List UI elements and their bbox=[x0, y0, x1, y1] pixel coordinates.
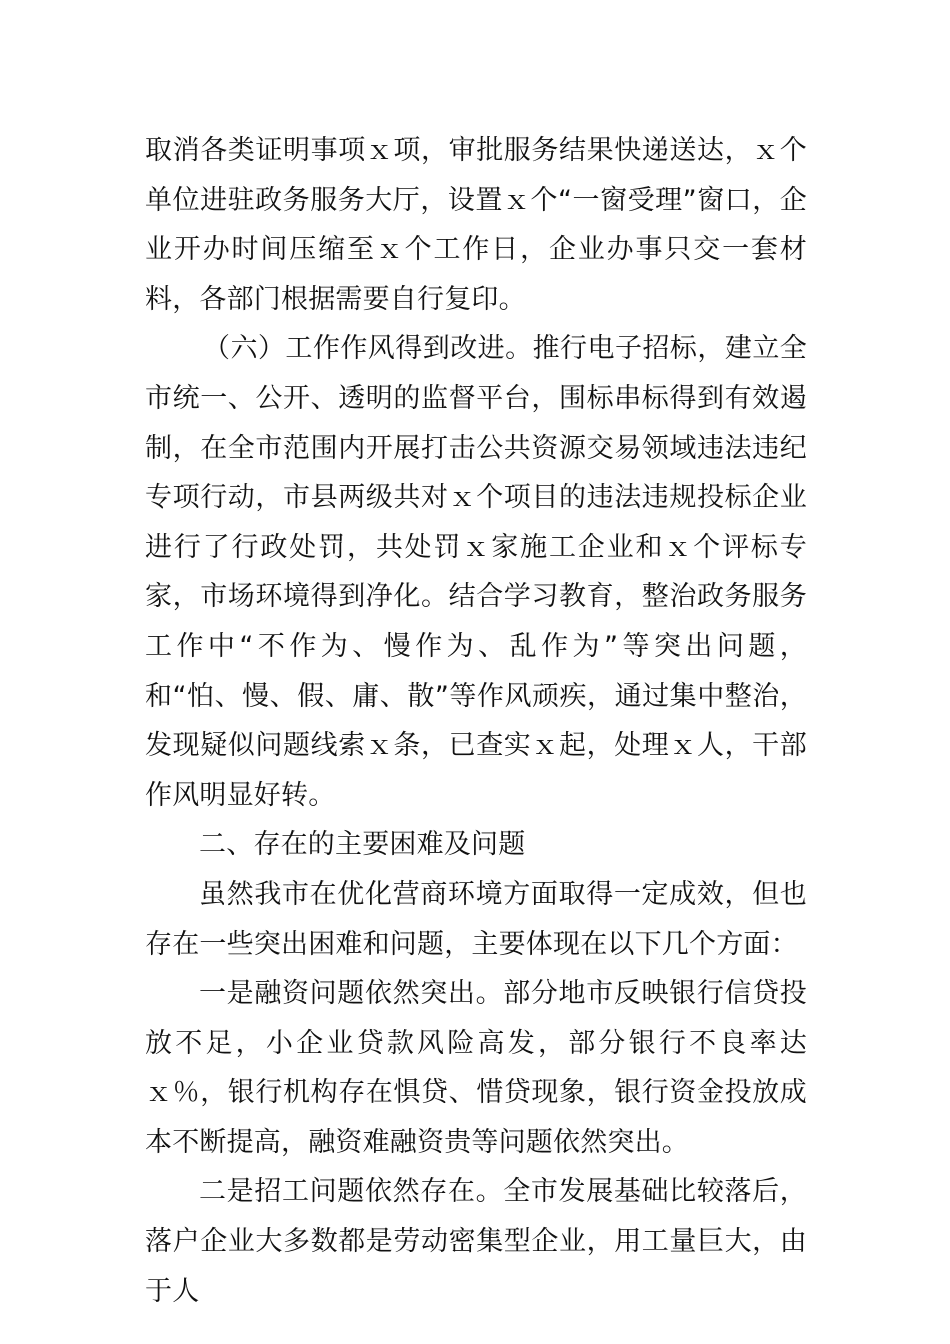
paragraph-intro: 虽然我市在优化营商环境方面取得一定成效，但也存在一些突出困难和问题，主要体现在以下几个方面： bbox=[145, 878, 807, 960]
paragraph-continuation: 取消各类证明事项ｘ项，审批服务结果快递送达，ｘ个单位进驻政务服务大厅，设置ｘ个“一窗受理”窗口，企业开办时间压缩至ｘ个工作日，企业办事只交一套材料，各部门根据需要自行复印。 bbox=[145, 135, 807, 315]
paragraph-recruitment: 二是招工问题依然存在。全市发展基础比较落后，落户企业大多数都是劳动密集型企业，用工量巨大，由于人 bbox=[145, 1176, 807, 1307]
document-body bbox=[145, 126, 807, 1316]
section-heading: 二、存在的主要困难及问题 bbox=[199, 829, 526, 861]
paragraph-work-style: （六）工作作风得到改进。推行电子招标，建立全市统一、公开、透明的监督平台，围标串标得到有效遏制，在全市范围内开展打击公共资源交易领域违法违纪专项行动，市县两级共对ｘ个项目的违法违规投标企业进行了行政处罚，共处罚ｘ家施工企业和ｘ个评标专家，市场环境得到净化。结合学习教育，整治政务服务工作中“不作为、慢作为、乱作为”等突出问题，和“怕、慢、假、庸、散”等作风顽疾，通过集中整治，发现疑似问题线索ｘ条，已查实ｘ起，处理ｘ人，干部作风明显好转。 bbox=[145, 333, 807, 811]
paragraph-financing: 一是融资问题依然突出。部分地市反映银行信贷投放不足，小企业贷款风险高发，部分银行不良率达ｘ％，银行机构存在惧贷、惜贷现象，银行资金投放成本不断提高，融资难融资贵等问题依然突出。 bbox=[145, 978, 807, 1158]
